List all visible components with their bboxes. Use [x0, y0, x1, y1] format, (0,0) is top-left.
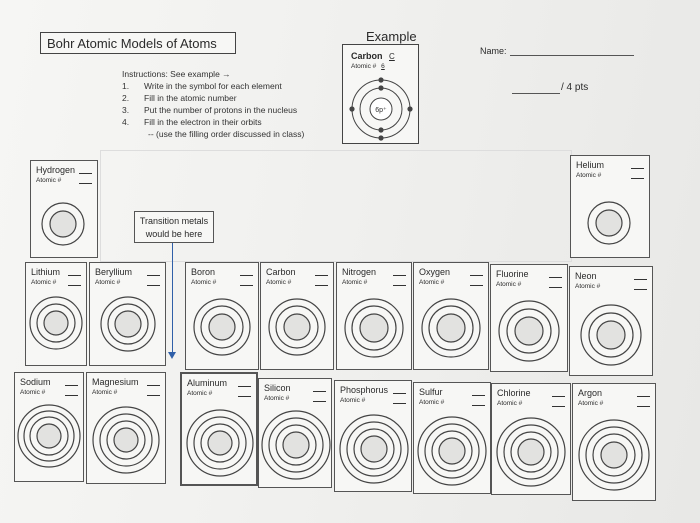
electron-dot: [378, 77, 383, 82]
element-card-oxygen[interactable]: [413, 262, 489, 370]
bohr-model: [416, 415, 488, 487]
atomic-label: Atomic #: [191, 279, 217, 286]
bohr-model: [343, 297, 405, 359]
atomic-label: Atomic #: [497, 400, 523, 407]
bohr-model: [192, 297, 252, 357]
atomic-label: Atomic #: [92, 389, 118, 396]
bohr-model: [91, 405, 161, 475]
element-card-sulfur[interactable]: [413, 382, 491, 494]
instruction-step: 1. Write in the symbol for each element: [122, 81, 282, 91]
example-atomic: Atomic # 6: [351, 63, 385, 70]
name-field-line[interactable]: [510, 55, 634, 56]
element-card-boron[interactable]: [185, 262, 259, 370]
element-card-lithium[interactable]: [25, 262, 87, 366]
bohr-model: [586, 200, 632, 246]
example-card: [342, 44, 419, 144]
name-label: Name:: [480, 46, 507, 56]
electron-dot: [407, 106, 412, 111]
instruction-step: 3. Put the number of protons in the nucleus: [122, 105, 298, 115]
instruction-step: 4. Fill in the electron in their orbits: [122, 117, 262, 127]
electron-dot: [378, 135, 383, 140]
bohr-model: [28, 295, 84, 351]
element-name: Oxygen: [419, 267, 451, 277]
example-heading: Example: [366, 29, 417, 44]
element-card-helium[interactable]: [570, 155, 650, 258]
atomic-label: Atomic #: [575, 283, 601, 290]
electron-dot: [378, 85, 383, 90]
example-element: Carbon C: [351, 51, 395, 61]
atomic-label: Atomic #: [496, 281, 522, 288]
element-name: Lithium: [31, 267, 61, 277]
instruction-step: 2. Fill in the atomic number: [122, 93, 237, 103]
element-name: Hydrogen: [36, 165, 76, 175]
score-field-line[interactable]: [512, 93, 560, 94]
element-name: Helium: [576, 160, 605, 170]
element-name: Aluminum: [187, 378, 228, 388]
arrow-down-icon: [168, 352, 176, 359]
atomic-label: Atomic #: [576, 172, 602, 179]
element-card-argon[interactable]: [572, 383, 656, 501]
electron-dot: [378, 127, 383, 132]
atomic-label: Atomic #: [36, 177, 62, 184]
element-card-phosphorus[interactable]: [334, 380, 412, 492]
instruction-step: -- (use the filling order discussed in class): [148, 129, 305, 139]
nucleus-label: 6p⁺: [375, 107, 387, 114]
element-name: Silicon: [264, 383, 291, 393]
element-card-carbon[interactable]: [260, 262, 334, 370]
element-card-magnesium[interactable]: [86, 372, 166, 484]
bohr-model: [577, 418, 651, 492]
bohr-model: [495, 416, 567, 488]
points-label: / 4 pts: [561, 82, 589, 93]
bohr-model: [260, 409, 332, 481]
bohr-model: [420, 297, 482, 359]
element-card-sodium[interactable]: [14, 372, 84, 482]
instructions-heading: Instructions: See example →: [122, 69, 231, 79]
element-name: Sulfur: [419, 387, 443, 397]
atomic-label: Atomic #: [342, 279, 368, 286]
faint-grid: [100, 150, 572, 262]
atomic-label: Atomic #: [340, 397, 366, 404]
bohr-model: [338, 413, 410, 485]
bohr-model: [579, 303, 643, 367]
element-card-hydrogen[interactable]: [30, 160, 98, 258]
instructions: [122, 68, 304, 140]
element-card-neon[interactable]: [569, 266, 653, 376]
element-name: Carbon: [266, 267, 296, 277]
atomic-label: Atomic #: [578, 400, 604, 407]
atomic-label: Atomic #: [264, 395, 290, 402]
bohr-model: [99, 295, 157, 353]
element-card-beryllium[interactable]: [89, 262, 166, 366]
atomic-label: Atomic #: [95, 279, 121, 286]
element-name: Fluorine: [496, 269, 529, 279]
atomic-label: Atomic #: [31, 279, 57, 286]
worksheet-title: Bohr Atomic Models of Atoms: [40, 32, 236, 54]
element-name: Beryllium: [95, 267, 133, 277]
element-name: Sodium: [20, 377, 51, 387]
element-name: Boron: [191, 267, 216, 277]
element-name: Neon: [575, 271, 597, 281]
electron-dot: [349, 106, 354, 111]
element-card-chlorine[interactable]: [491, 383, 571, 495]
transition-metals-note: Transition metals would be here: [134, 211, 214, 243]
element-card-nitrogen[interactable]: [336, 262, 412, 370]
element-card-fluorine[interactable]: [490, 264, 568, 372]
element-name: Phosphorus: [340, 385, 389, 395]
element-name: Magnesium: [92, 377, 139, 387]
element-name: Nitrogen: [342, 267, 377, 277]
element-card-aluminum[interactable]: [180, 372, 258, 486]
bohr-model: [267, 297, 327, 357]
bohr-model: [497, 299, 561, 363]
bohr-model: [16, 403, 82, 469]
atomic-label: Atomic #: [20, 389, 46, 396]
element-name: Argon: [578, 388, 603, 398]
bohr-model: [185, 408, 255, 478]
element-card-silicon[interactable]: [258, 378, 332, 488]
atomic-label: Atomic #: [419, 399, 445, 406]
bohr-model: [40, 201, 86, 247]
atomic-label: Atomic #: [419, 279, 445, 286]
arrow-line: [172, 243, 173, 353]
atomic-label: Atomic #: [266, 279, 292, 286]
example-bohr-model: [349, 77, 413, 141]
element-name: Chlorine: [497, 388, 531, 398]
atomic-label: Atomic #: [187, 390, 213, 397]
